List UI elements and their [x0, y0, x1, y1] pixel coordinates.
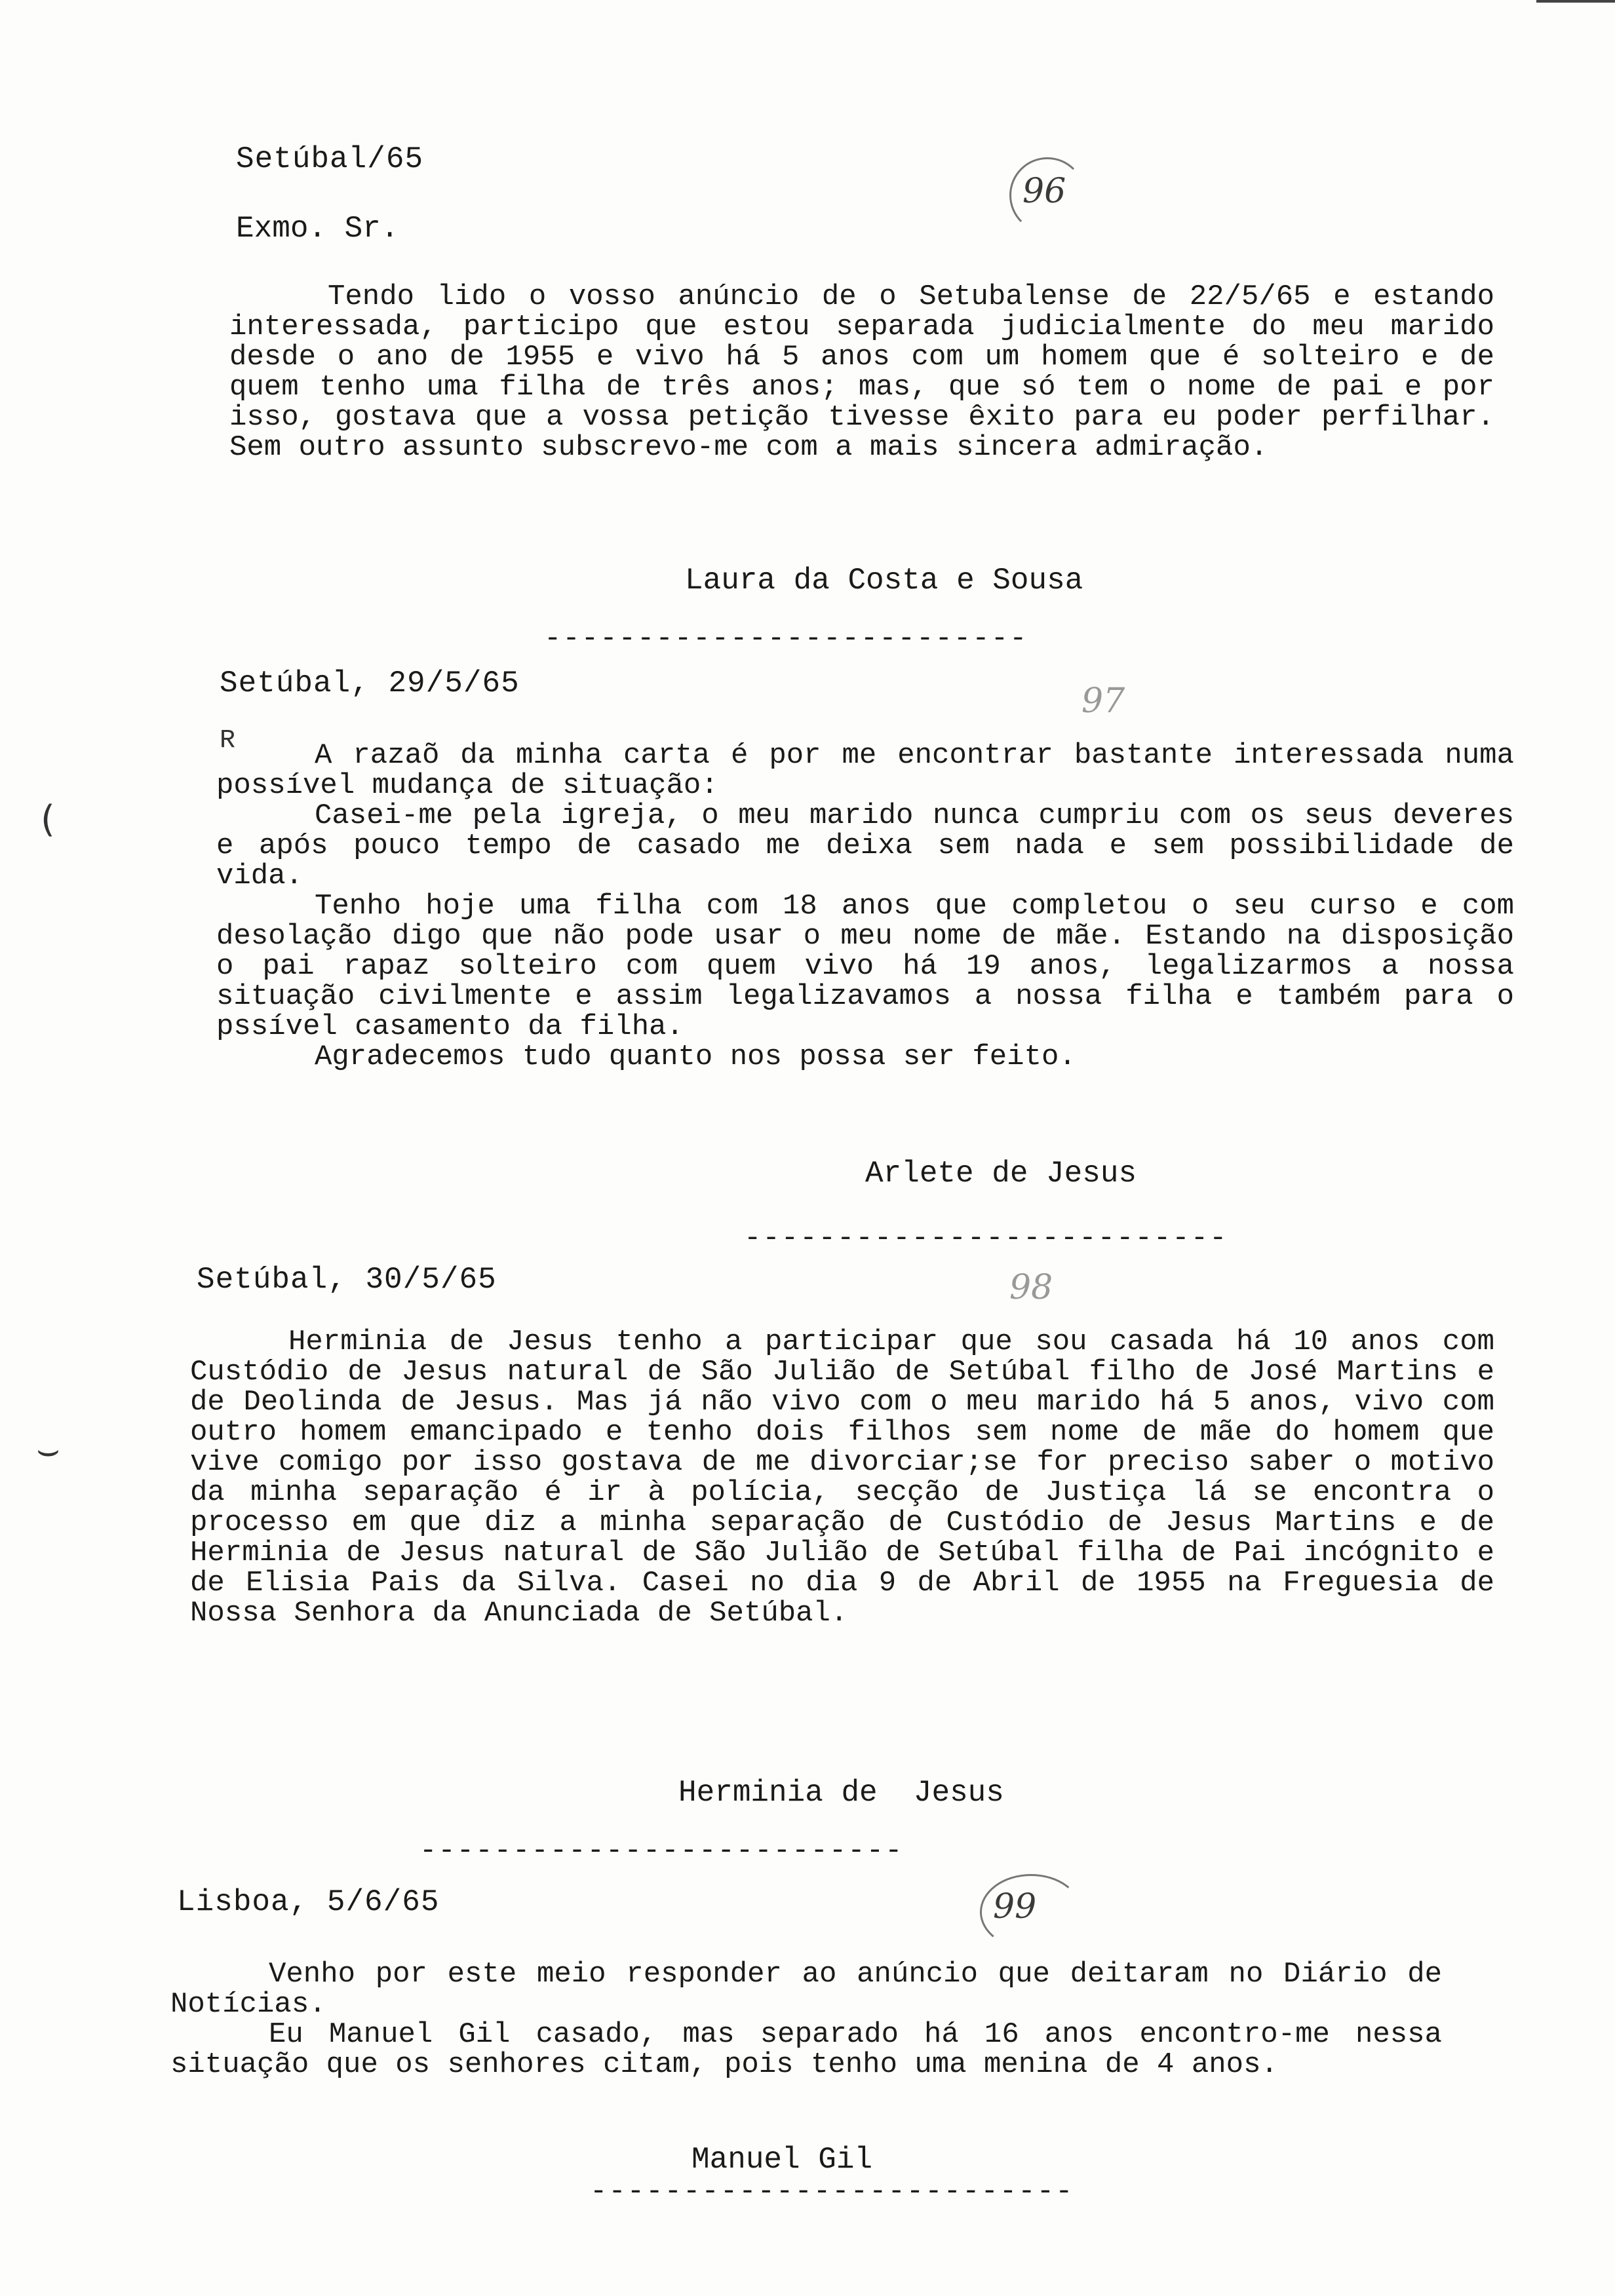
letter-4-place-date: Lisboa, 5/6/65 — [177, 1885, 440, 1919]
letter-3-place-date: Setúbal, 30/5/65 — [197, 1263, 497, 1297]
folio-number-2: 97 — [1081, 681, 1125, 721]
folio-number-3: 98 — [1009, 1268, 1053, 1307]
letter-1-salutation: Exmo. Sr. — [236, 212, 399, 246]
letter-2-signature: Arlete de Jesus — [865, 1157, 1137, 1191]
letter-3 — [197, 1265, 1494, 1295]
separator-rule-3: -------------------------- — [419, 1835, 904, 1867]
letter-1 — [236, 144, 1494, 244]
separator-rule-1: -------------------------- — [544, 622, 1028, 655]
margin-dash-mark: ⌣ — [36, 1428, 60, 1471]
letter-2 — [220, 668, 1498, 698]
separator-rule-2: -------------------------- — [744, 1222, 1228, 1255]
letter-4 — [177, 1887, 1488, 1917]
folio-number-4: 99 — [993, 1887, 1037, 1926]
letter-4-paragraph-1: Venho por este meio responder ao anúncio que deitaram no Diário de Notícias. — [170, 1958, 1442, 2021]
letter-2-paragraph-3: Tenho hoje uma filha com 18 anos que completou o seu curso e com desolação digo que não pode usar o meu nome de mãe. Estando na disposição o pai rapaz solteiro com quem vivo há 19 anos, legalizarmos a nossa situação civilmente e assim legalizavamos a nossa filha e também para o pssível casamento da filha. — [216, 890, 1514, 1043]
letter-1-signature: Laura da Costa e Sousa — [685, 564, 1083, 598]
letter-1-body — [229, 282, 1494, 463]
folio-number-1: 96 — [1022, 172, 1066, 211]
letter-4-signature: Manuel Gil — [691, 2143, 873, 2177]
letter-1-paragraph: Tendo lido o vosso anúncio de o Setubalense de 22/5/65 e estando interessada, participo que estou separada judicialmente do meu marido desde o ano de 1955 e vivo há 5 anos com um homem que é solteiro e de quem tenho uma filha de três anos; mas, que só tem o nome de pai e por isso, gostava que a vossa petição tivesse êxito para eu poder perfilhar. Sem outro assunto subscrevo-me com a mais sincera admiração. — [229, 280, 1494, 464]
letter-2-paragraph-1: A razaõ da minha carta é por me encontrar bastante interessada numa possível mudança de situação: — [216, 739, 1514, 802]
margin-bracket-mark: ( — [41, 798, 55, 841]
letter-2-body — [216, 740, 1514, 1072]
letter-1-place-date: Setúbal/65 — [236, 142, 424, 176]
letter-2-paragraph-2: Casei-me pela igreja, o meu marido nunca cumpriu com os seus deveres e após pouco tempo de casado me deixa sem nada e sem possibilidade de vida. — [216, 799, 1514, 892]
separator-rule-4: -------------------------- — [590, 2175, 1074, 2208]
letter-2-place-date: Setúbal, 29/5/65 — [220, 666, 520, 700]
letter-3-signature: Herminia de Jesus — [678, 1776, 1004, 1810]
edge-scan-line — [1536, 0, 1615, 3]
letter-4-body — [170, 1959, 1442, 2080]
letter-2-paragraph-4: Agradecemos tudo quanto nos possa ser feito. — [315, 1041, 1076, 1073]
margin-letter-r: R — [220, 726, 236, 756]
letter-3-paragraph: Herminia de Jesus tenho a participar que sou casada há 10 anos com Custódio de Jesus natural de São Julião de Setúbal filho de José Martins e de Deolinda de Jesus. Mas já não vivo com o meu marido há 5 anos, vivo com outro homem emancipado e tenho dois filhos sem nome de mãe do homem que vive comigo por isso gostava de me divorciar;se for preciso saber o motivo da minha separação é ir à polícia, secção de Justiça lá se encontra o processo em que diz a minha separação de Custódio de Jesus Martins e de Herminia de Jesus natural de São Julião de Setúbal filha de Pai incógnito e de Elisia Pais da Silva. Casei no dia 9 de Abril de 1955 na Freguesia de Nossa Senhora da Anunciada de Setúbal. — [190, 1326, 1494, 1630]
letter-4-paragraph-2: Eu Manuel Gil casado, mas separado há 16 anos encontro-me nessa situação que os senhores citam, pois tenho uma menina de 4 anos. — [170, 2018, 1442, 2081]
letter-3-body — [190, 1327, 1494, 1628]
